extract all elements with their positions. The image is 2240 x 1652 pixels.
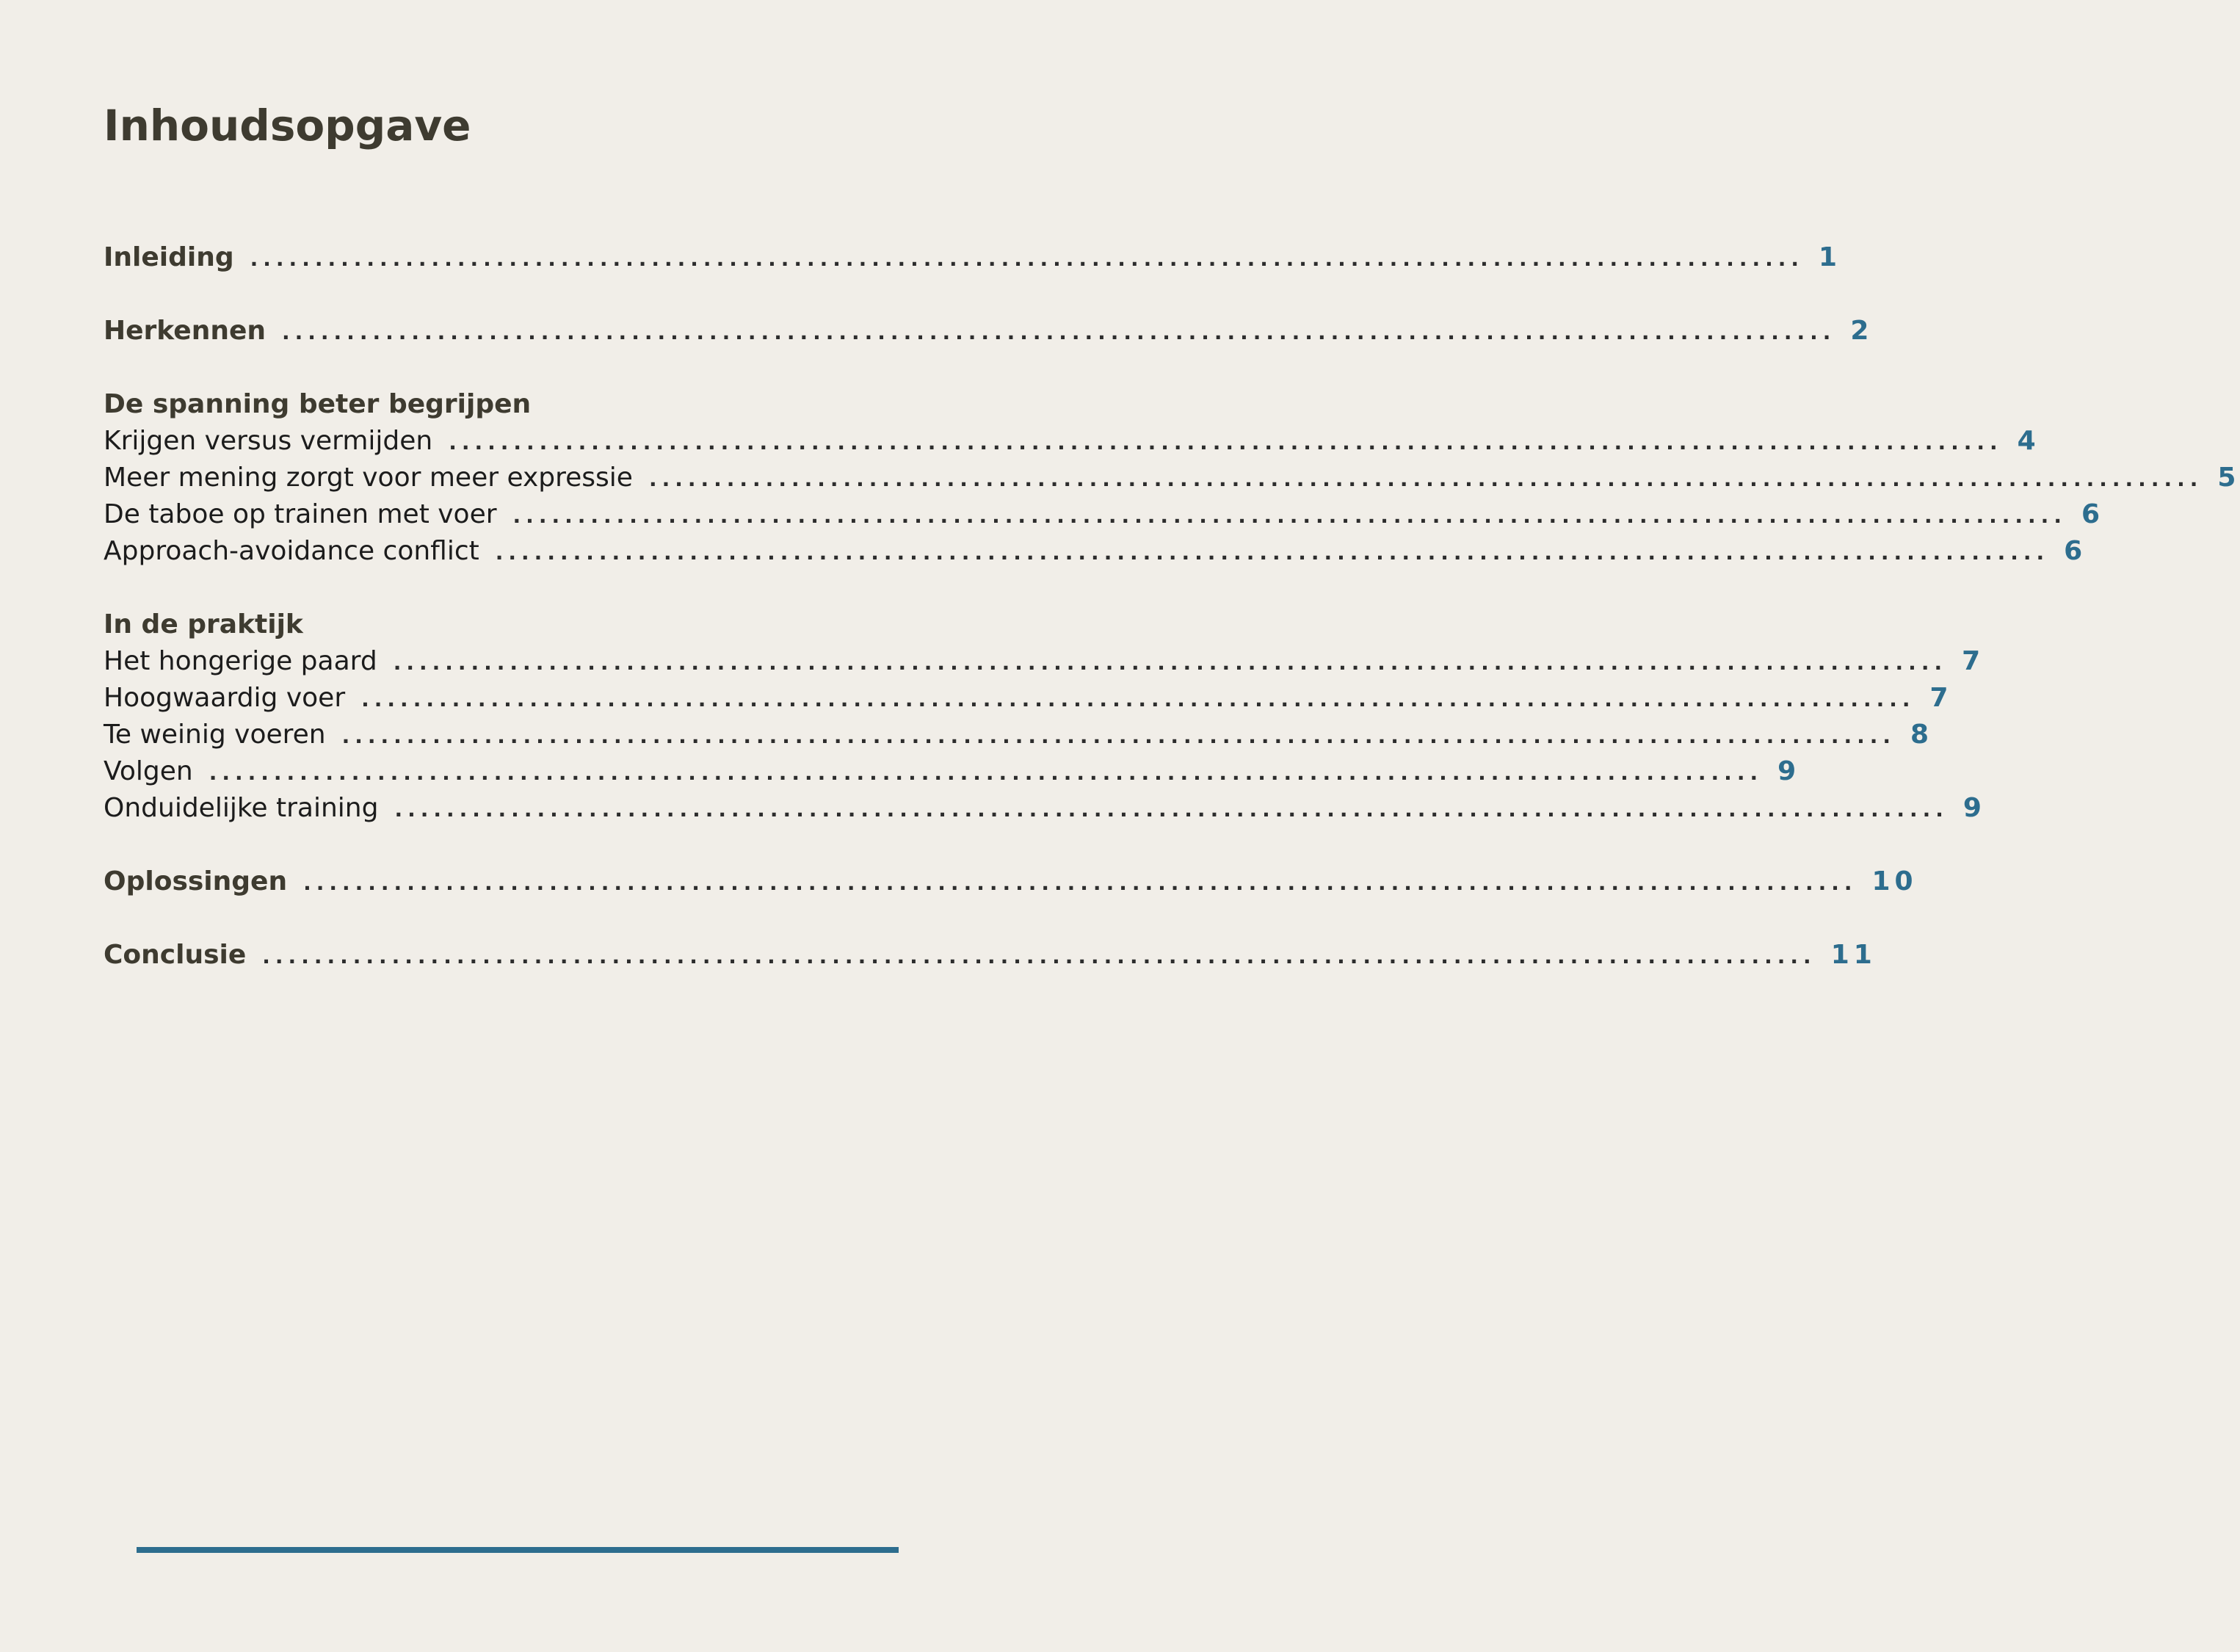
toc-entry-approach-avoidance[interactable] [104, 533, 2087, 570]
toc-group-intro [104, 239, 1842, 276]
toc-entry-label: Volgen [104, 756, 193, 786]
toc-entry-hongerige-paard[interactable] [104, 643, 1985, 680]
dot-leader: ........................................................................................................................ [282, 320, 1836, 344]
toc-entry-taboe-trainen[interactable] [104, 496, 2105, 533]
toc-entry-inleiding[interactable] [104, 239, 1842, 276]
toc-entry-label: Inleiding [104, 242, 234, 272]
toc-page-number: 2 [1850, 316, 1874, 346]
toc-entry-label: Hoogwaardig voer [104, 683, 346, 713]
toc-page-number: 5 [2217, 463, 2240, 493]
toc-page-number: 7 [1929, 683, 1953, 713]
toc-entry-label: Te weinig voeren [104, 720, 326, 750]
dot-leader: ........................................................................................................................ [648, 467, 2203, 491]
toc-page-number: 6 [2081, 499, 2105, 529]
dot-leader: ........................................................................................................................ [250, 247, 1805, 271]
toc-group-oplossingen [104, 863, 1918, 900]
toc-page-number: 6 [2064, 536, 2087, 566]
toc-entry-label: Meer mening zorgt voor meer expressie [104, 463, 633, 493]
toc-page-number: 9 [1962, 793, 1986, 823]
toc-group-spanning [104, 386, 2240, 570]
dot-leader: ........................................................................................................................ [449, 430, 2003, 454]
dot-leader: ........................................................................................................................ [209, 761, 1764, 785]
dot-leader: ........................................................................................................................ [394, 797, 1949, 822]
toc-page-number: 8 [1910, 720, 1934, 750]
toc-entry-oplossingen[interactable] [104, 863, 1918, 900]
toc-entry-krijgen-versus-vermijden[interactable] [104, 423, 2040, 460]
toc-entry-conclusie[interactable] [104, 937, 1877, 974]
toc-group-praktijk [104, 606, 1986, 827]
dot-leader: ........................................................................................................................ [262, 944, 1816, 968]
toc-section-heading: In de praktijk [104, 609, 303, 640]
toc-entry-hoogwaardig-voer[interactable] [104, 680, 1953, 717]
toc-page-number: 4 [2017, 426, 2040, 456]
toc-entry-label: Onduidelijke training [104, 793, 379, 823]
dot-leader: ........................................................................................................................ [393, 651, 1948, 675]
toc-section-heading: De spanning beter begrijpen [104, 389, 532, 419]
toc-entry-herkennen[interactable] [104, 313, 1874, 349]
toc-group-herkennen [104, 313, 1874, 349]
toc-entry-meer-mening[interactable] [104, 460, 2240, 496]
dot-leader: ........................................................................................................................ [341, 724, 1896, 748]
toc-page-number: 11 [1830, 940, 1877, 970]
toc-entry-label: Oplossingen [104, 866, 288, 896]
toc-entry-label: Het hongerige paard [104, 646, 377, 676]
toc-group-conclusie [104, 937, 1877, 974]
bottom-divider [137, 1547, 899, 1553]
toc-entry-volgen[interactable] [104, 753, 1801, 790]
dot-leader: ........................................................................................................................ [361, 687, 1915, 711]
toc-entry-label: Herkennen [104, 316, 266, 346]
toc-entry-te-weinig-voeren[interactable] [104, 717, 1934, 753]
toc-entry-label: Approach-avoidance conflict [104, 536, 479, 566]
toc-entry-label: De taboe op trainen met voer [104, 499, 497, 529]
toc-page-number: 9 [1777, 756, 1801, 786]
table-of-contents [104, 239, 2240, 1010]
toc-page-number: 1 [1819, 242, 1842, 272]
dot-leader: ........................................................................................................................ [495, 540, 2050, 565]
toc-entry-label: Conclusie [104, 940, 247, 970]
dot-leader: ........................................................................................................................ [303, 871, 1857, 895]
page-title: Inhoudsopgave [104, 101, 471, 151]
toc-page-number: 7 [1962, 646, 1985, 676]
toc-page-number: 10 [1871, 866, 1918, 896]
dot-leader: ........................................................................................................................ [512, 504, 2067, 528]
toc-entry-onduidelijke-training[interactable] [104, 790, 1986, 827]
toc-entry-label: Krijgen versus vermijden [104, 426, 433, 456]
